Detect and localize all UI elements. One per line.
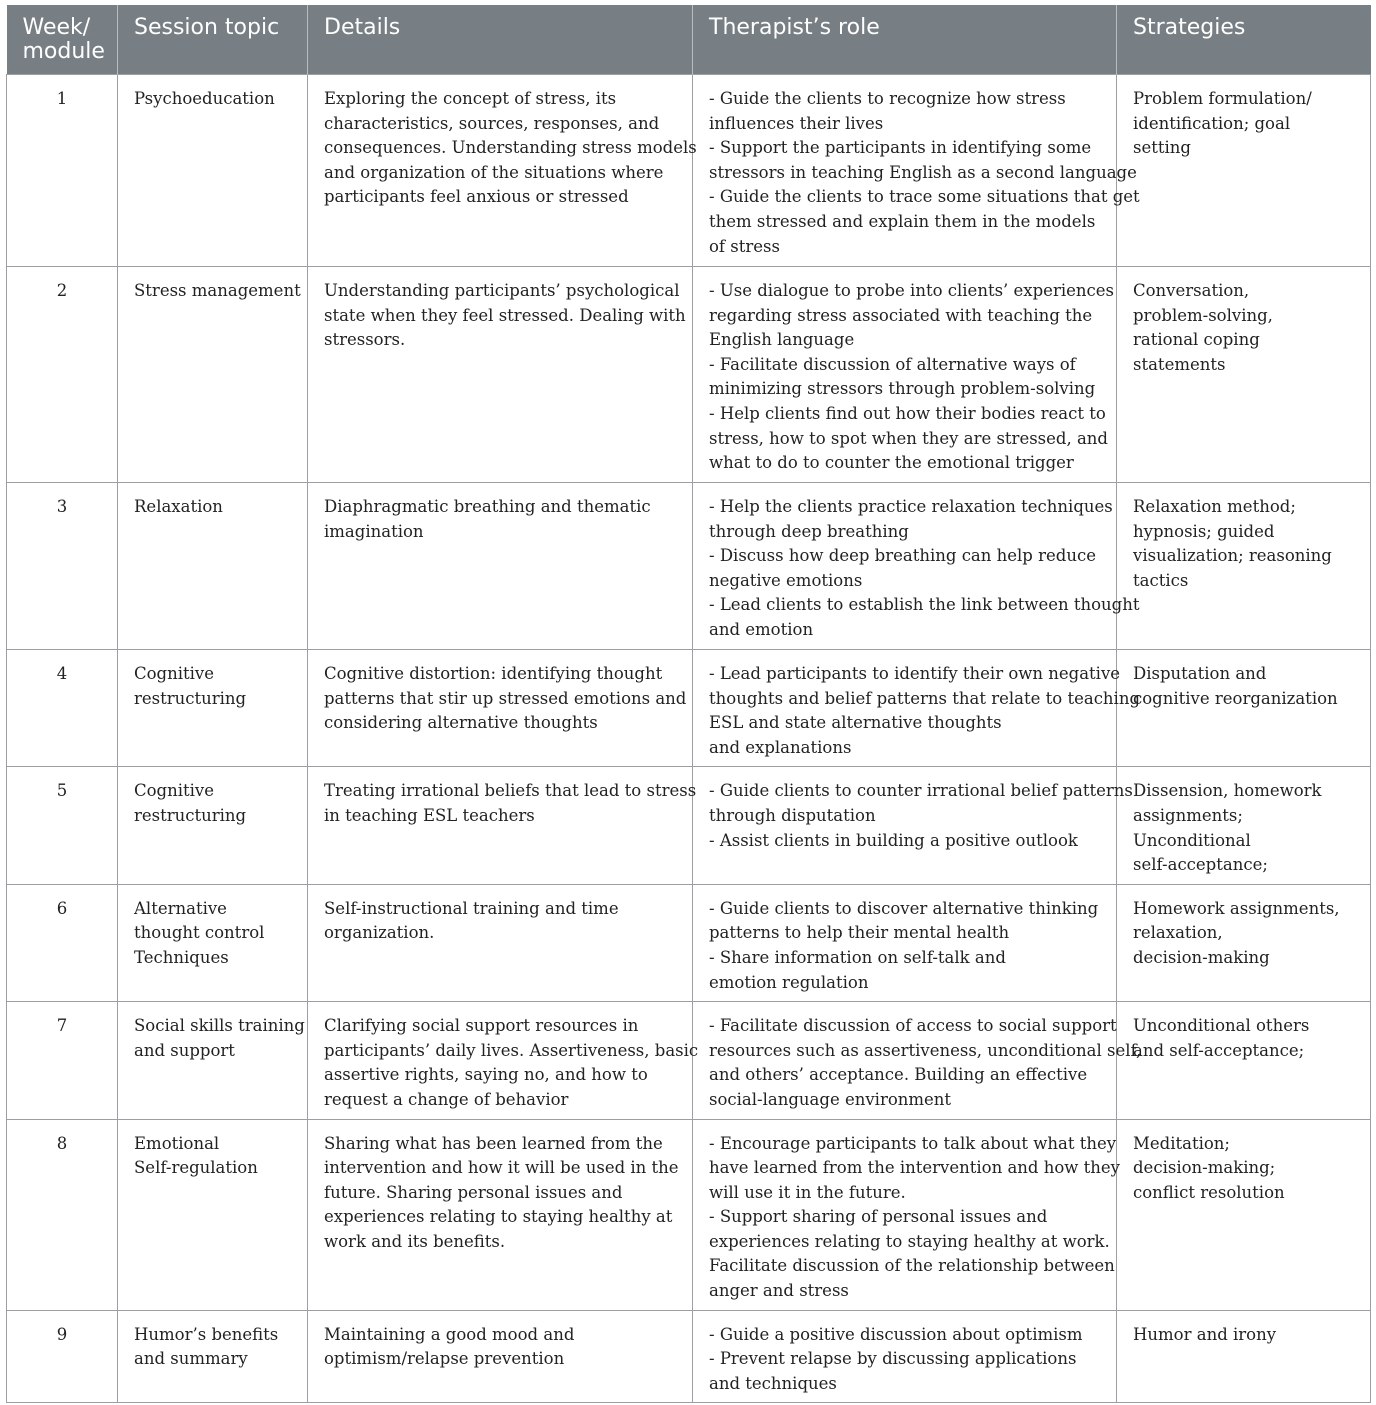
cell-details xyxy=(308,884,693,1001)
cell-therapist-role-line: - Lead participants to identify their own negative xyxy=(709,664,1121,683)
cell-strategies-line: problem-solving, xyxy=(1133,305,1273,325)
cell-therapist-role-line: thoughts and belief patterns that relate to teaching xyxy=(709,688,1141,708)
cell-therapist-role-line: through deep breathing xyxy=(709,521,909,541)
cell-strategies-line: cognitive reorganization xyxy=(1133,688,1338,708)
cell-therapist-role-line: and emotion xyxy=(709,619,814,639)
table-row xyxy=(7,1310,1371,1403)
cell-details-line: and organization of the situations where xyxy=(324,162,664,182)
cell-details-line: considering alternative thoughts xyxy=(324,713,598,733)
cell-details xyxy=(308,483,693,650)
cell-session-topic xyxy=(118,267,308,483)
cell-strategies-line: Dissension, homework xyxy=(1133,781,1322,801)
cell-strategies-line: assignments; xyxy=(1133,805,1243,825)
cell-details-line: assertive rights, saying no, and how to xyxy=(324,1065,648,1085)
cell-therapist-role-line: - Assist clients in building a positive outlook xyxy=(709,830,1078,850)
cell-details-line: participants’ daily lives. Assertiveness, basic xyxy=(324,1040,699,1060)
cell-details-line: patterns that stir up stressed emotions and xyxy=(324,688,687,708)
cell-session-topic-line: Relaxation xyxy=(134,497,223,516)
header-therapist-role: Therapist’s role xyxy=(693,5,1117,75)
cell-details-line: intervention and how it will be used in the xyxy=(324,1158,679,1178)
table-row xyxy=(7,767,1371,884)
cell-week: 2 xyxy=(7,267,118,483)
cell-strategies-line: Meditation; xyxy=(1133,1133,1230,1153)
cell-details-line: Clarifying social support resources in xyxy=(324,1016,639,1036)
cell-therapist-role xyxy=(693,1002,1142,1119)
cell-strategies-line: tactics xyxy=(1133,570,1189,590)
cell-details-line: in teaching ESL teachers xyxy=(324,805,535,825)
cell-session-topic-line: and summary xyxy=(134,1349,248,1369)
cell-strategies-line: hypnosis; guided xyxy=(1133,521,1275,541)
cell-week: 5 xyxy=(7,767,118,884)
cell-details-line: Self-instructional training and time xyxy=(324,898,619,918)
cell-therapist-role xyxy=(693,267,1117,483)
cell-strategies-line: Unconditional others xyxy=(1133,1016,1310,1036)
cell-details xyxy=(308,650,693,767)
cell-therapist-role-line: and techniques xyxy=(709,1373,837,1393)
cell-session-topic xyxy=(118,1119,308,1310)
cell-details xyxy=(308,75,697,267)
cell-therapist-role-line: resources such as assertiveness, unconditional self, xyxy=(709,1040,1142,1060)
cell-therapist-role xyxy=(693,1310,1117,1403)
table-row xyxy=(7,75,1371,267)
cell-therapist-role-line: social-language environment xyxy=(709,1089,952,1109)
cell-details-line: Cognitive distortion: identifying thought xyxy=(324,664,663,683)
header-row xyxy=(7,5,1371,75)
cell-therapist-role-line: - Help the clients practice relaxation techniques xyxy=(709,497,1113,516)
cell-session-topic-line: and support xyxy=(134,1040,235,1060)
cell-therapist-role-line: - Use dialogue to probe into clients’ experiences xyxy=(709,281,1114,300)
cell-session-topic-line: Emotional xyxy=(134,1133,220,1153)
cell-details-line: work and its benefits. xyxy=(324,1231,506,1251)
cell-therapist-role-line: - Share information on self-talk and xyxy=(709,947,1006,967)
cell-strategies xyxy=(1117,1310,1371,1403)
cell-session-topic-line: Stress management xyxy=(134,281,301,300)
cell-strategies-line: visualization; reasoning xyxy=(1133,546,1332,566)
cell-therapist-role xyxy=(693,1119,1121,1310)
header-session-topic: Session topic xyxy=(118,5,308,75)
cell-therapist-role-line: - Guide the clients to trace some situations that get xyxy=(709,187,1140,207)
cell-therapist-role-line: ESL and state alternative thoughts xyxy=(709,713,1002,733)
cell-therapist-role-line: - Facilitate discussion of alternative ways of xyxy=(709,354,1076,374)
cell-strategies xyxy=(1117,884,1371,1001)
cell-strategies xyxy=(1117,75,1371,267)
cell-details-line: optimism/relapse prevention xyxy=(324,1349,565,1369)
cell-strategies xyxy=(1117,767,1371,884)
cell-therapist-role-line: will use it in the future. xyxy=(709,1182,906,1202)
cell-details-line: Understanding participants’ psychological xyxy=(324,281,680,300)
cell-strategies xyxy=(1117,1002,1371,1119)
cell-strategies xyxy=(1117,1119,1371,1310)
cell-details xyxy=(308,1002,699,1119)
cell-week: 9 xyxy=(7,1310,118,1403)
cell-therapist-role xyxy=(693,483,1140,650)
cell-session-topic-line: Alternative xyxy=(134,898,227,918)
table-row xyxy=(7,884,1371,1001)
cell-therapist-role-line: patterns to help their mental health xyxy=(709,923,1010,943)
table-row xyxy=(7,483,1371,650)
cell-therapist-role-line: of stress xyxy=(709,236,780,256)
cell-details-line: Maintaining a good mood and xyxy=(324,1324,575,1344)
cell-details xyxy=(308,267,693,483)
cell-therapist-role-line: stressors in teaching English as a second language xyxy=(709,162,1137,182)
cell-therapist-role-line: and others’ acceptance. Building an effective xyxy=(709,1065,1088,1085)
cell-week: 1 xyxy=(7,75,118,267)
cell-strategies-line: decision-making xyxy=(1133,947,1270,967)
cell-therapist-role-line: have learned from the intervention and how they xyxy=(709,1158,1121,1178)
cell-therapist-role xyxy=(693,75,1140,267)
cell-details-line: experiences relating to staying healthy at xyxy=(324,1207,673,1227)
cell-therapist-role-line: regarding stress associated with teaching the xyxy=(709,305,1093,325)
session-table-container xyxy=(6,5,1370,1403)
cell-therapist-role-line: - Guide clients to counter irrational belief patterns xyxy=(709,781,1133,801)
table-row xyxy=(7,1002,1371,1119)
cell-session-topic xyxy=(118,75,308,267)
cell-session-topic-line: Social skills training xyxy=(134,1016,305,1036)
cell-session-topic-line: Cognitive xyxy=(134,664,215,683)
cell-therapist-role-line: - Guide clients to discover alternative thinking xyxy=(709,898,1099,918)
cell-session-topic-line: Self-regulation xyxy=(134,1158,258,1178)
cell-therapist-role-line: and explanations xyxy=(709,737,852,757)
cell-therapist-role-line: emotion regulation xyxy=(709,972,869,992)
cell-strategies-line: Relaxation method; xyxy=(1133,497,1296,516)
cell-therapist-role xyxy=(693,650,1141,767)
cell-strategies-line: Problem formulation/ xyxy=(1133,89,1312,108)
cell-details xyxy=(308,767,697,884)
header-strategies: Strategies xyxy=(1117,5,1371,75)
header-week-module xyxy=(7,5,118,75)
cell-therapist-role-line: - Guide the clients to recognize how stress xyxy=(709,89,1066,108)
cell-therapist-role-line: - Support the participants in identifying some xyxy=(709,138,1092,158)
cell-week: 7 xyxy=(7,1002,118,1119)
cell-strategies xyxy=(1117,650,1371,767)
cell-session-topic xyxy=(118,884,308,1001)
cell-session-topic xyxy=(118,1002,308,1119)
cell-details-line: Sharing what has been learned from the xyxy=(324,1133,663,1153)
cell-strategies-line: relaxation, xyxy=(1133,923,1223,943)
cell-therapist-role-line: influences their lives xyxy=(709,113,884,133)
cell-week: 8 xyxy=(7,1119,118,1310)
cell-details-line: Exploring the concept of stress, its xyxy=(324,89,617,108)
cell-details-line: request a change of behavior xyxy=(324,1089,569,1109)
cell-therapist-role-line: through disputation xyxy=(709,805,876,825)
cell-strategies xyxy=(1117,267,1371,483)
cell-details xyxy=(308,1310,693,1403)
cell-session-topic xyxy=(118,483,308,650)
cell-strategies-line: Humor and irony xyxy=(1133,1324,1277,1344)
cell-strategies-line: Disputation and xyxy=(1133,664,1267,683)
cell-details-line: participants feel anxious or stressed xyxy=(324,187,629,207)
cell-details-line: Diaphragmatic breathing and thematic xyxy=(324,497,651,516)
cell-therapist-role-line: English language xyxy=(709,330,855,350)
table-row xyxy=(7,650,1371,767)
cell-week: 6 xyxy=(7,884,118,1001)
cell-therapist-role-line: - Discuss how deep breathing can help reduce xyxy=(709,546,1096,566)
cell-therapist-role-line: - Encourage participants to talk about what they xyxy=(709,1133,1117,1153)
cell-therapist-role-line: what to do to counter the emotional trigger xyxy=(709,453,1074,473)
cell-therapist-role-line: - Lead clients to establish the link between thought xyxy=(709,595,1140,615)
cell-details-line: characteristics, sources, responses, and xyxy=(324,113,660,133)
table-row xyxy=(7,1119,1371,1310)
cell-strategies-line: rational coping xyxy=(1133,330,1260,350)
cell-session-topic-line: Techniques xyxy=(134,947,229,967)
cell-therapist-role-line: minimizing stressors through problem-solving xyxy=(709,379,1096,399)
header-details: Details xyxy=(308,5,693,75)
cell-therapist-role-line: stress, how to spot when they are stressed, and xyxy=(709,428,1108,448)
cell-session-topic-line: restructuring xyxy=(134,688,247,708)
cell-therapist-role xyxy=(693,884,1117,1001)
cell-details-line: imagination xyxy=(324,521,424,541)
cell-session-topic-line: Psychoeducation xyxy=(134,89,275,108)
cell-strategies xyxy=(1117,483,1371,650)
session-table xyxy=(6,5,1371,1403)
cell-strategies-line: statements xyxy=(1133,354,1226,374)
cell-details-line: consequences. Understanding stress models xyxy=(324,138,697,158)
cell-therapist-role-line: - Help clients find out how their bodies react to xyxy=(709,403,1106,423)
cell-session-topic xyxy=(118,650,308,767)
cell-strategies-line: setting xyxy=(1133,138,1191,158)
cell-therapist-role-line: - Support sharing of personal issues and xyxy=(709,1207,1048,1227)
cell-strategies-line: decision-making; xyxy=(1133,1158,1276,1178)
cell-therapist-role-line: anger and stress xyxy=(709,1281,849,1301)
cell-therapist-role-line: Facilitate discussion of the relationship between xyxy=(709,1256,1115,1276)
header-week-line-2: module xyxy=(22,39,105,64)
cell-session-topic xyxy=(118,767,308,884)
cell-week: 4 xyxy=(7,650,118,767)
cell-details xyxy=(308,1119,693,1310)
cell-session-topic-line: thought control xyxy=(134,923,265,943)
cell-therapist-role-line: experiences relating to staying healthy at work. xyxy=(709,1231,1110,1251)
table-row xyxy=(7,267,1371,483)
cell-therapist-role-line: negative emotions xyxy=(709,570,863,590)
cell-session-topic-line: restructuring xyxy=(134,805,247,825)
cell-therapist-role-line: them stressed and explain them in the models xyxy=(709,211,1096,231)
cell-details-line: future. Sharing personal issues and xyxy=(324,1182,623,1202)
cell-therapist-role-line: - Guide a positive discussion about optimism xyxy=(709,1324,1083,1344)
cell-details-line: stressors. xyxy=(324,330,406,350)
cell-strategies-line: Conversation, xyxy=(1133,281,1250,300)
header-week-line-1: Week/ xyxy=(22,15,91,40)
cell-strategies-line: conflict resolution xyxy=(1133,1182,1285,1202)
cell-details-line: state when they feel stressed. Dealing with xyxy=(324,305,686,325)
cell-strategies-line: and self-acceptance; xyxy=(1133,1040,1305,1060)
cell-details-line: Treating irrational beliefs that lead to stress xyxy=(324,781,697,801)
cell-session-topic-line: Cognitive xyxy=(134,781,215,801)
cell-strategies-line: Homework assignments, xyxy=(1133,898,1340,918)
cell-strategies-line: Unconditional xyxy=(1133,830,1251,850)
cell-therapist-role-line: - Prevent relapse by discussing applications xyxy=(709,1349,1077,1369)
cell-details-line: organization. xyxy=(324,923,435,943)
cell-therapist-role xyxy=(693,767,1133,884)
cell-therapist-role-line: - Facilitate discussion of access to social support xyxy=(709,1016,1117,1036)
cell-strategies-line: identification; goal xyxy=(1133,113,1291,133)
cell-week: 3 xyxy=(7,483,118,650)
cell-session-topic xyxy=(118,1310,308,1403)
cell-strategies-line: self-acceptance; xyxy=(1133,855,1268,875)
cell-session-topic-line: Humor’s benefits xyxy=(134,1324,279,1344)
